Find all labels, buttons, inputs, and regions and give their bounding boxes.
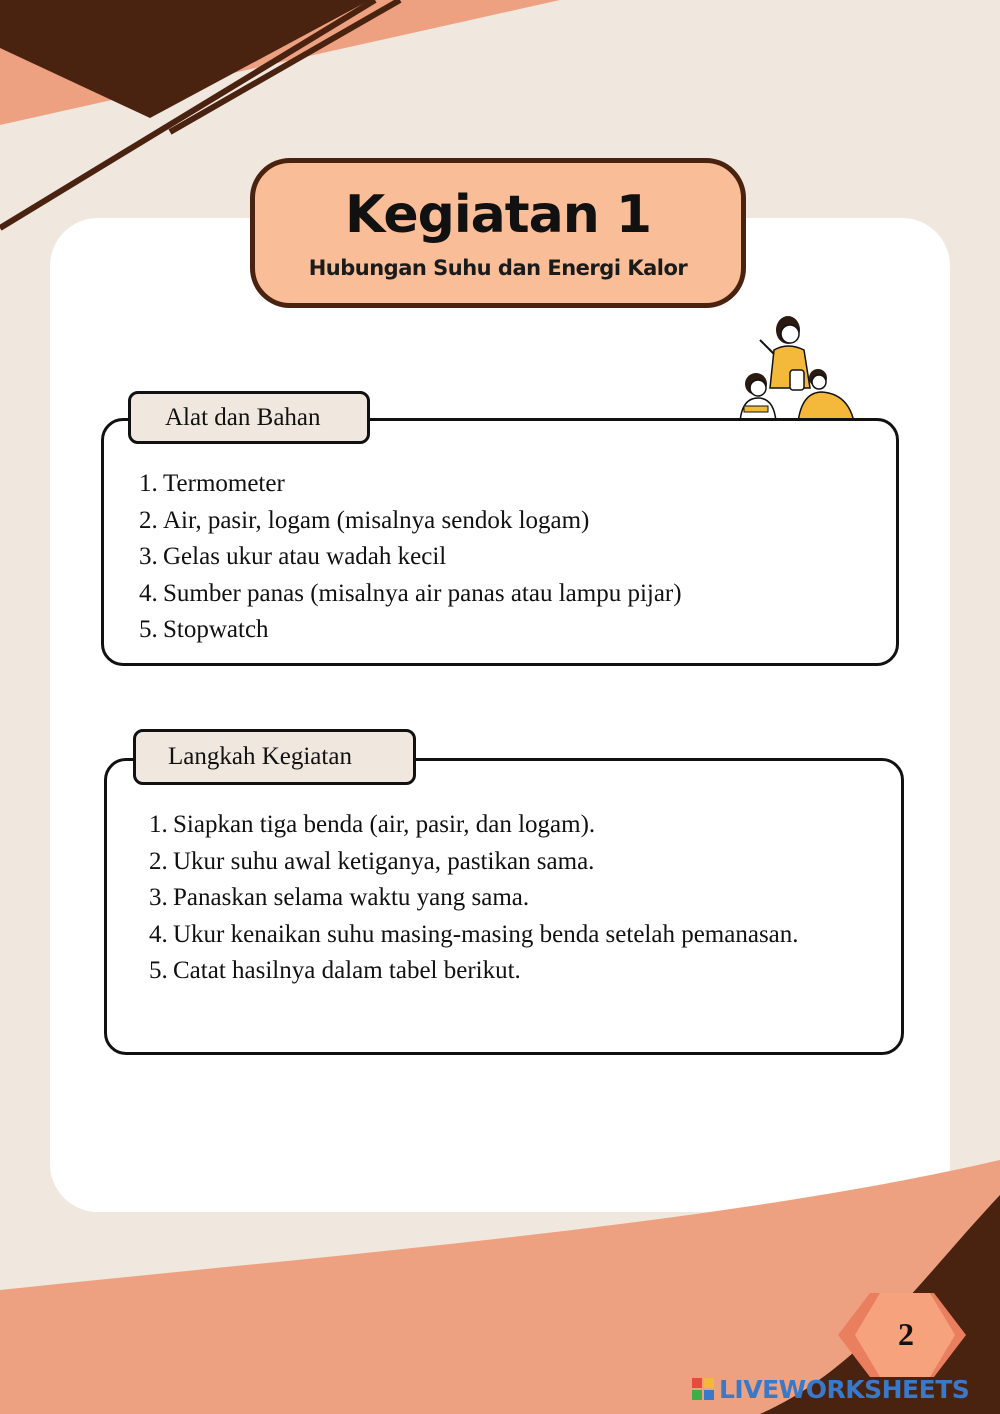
- item-number: 1.: [149, 811, 168, 838]
- list-item: [139, 466, 682, 503]
- item-text: Catat hasilnya dalam tabel berikut.: [173, 957, 521, 984]
- list-item: [149, 844, 799, 881]
- item-number: 5.: [139, 616, 158, 643]
- item-number: 4.: [149, 920, 168, 948]
- list-item: [139, 503, 682, 540]
- list-item: [149, 880, 799, 917]
- tools-materials-list: [139, 466, 682, 649]
- steps-label: Langkah Kegiatan: [133, 729, 416, 785]
- tools-materials-label: Alat dan Bahan: [128, 391, 370, 444]
- item-number: 3.: [149, 884, 168, 911]
- item-number: 2.: [139, 506, 158, 534]
- item-text: Stopwatch: [163, 616, 269, 643]
- page-title: Kegiatan 1: [344, 185, 652, 245]
- list-item: [139, 612, 682, 649]
- page-subtitle: Hubungan Suhu dan Energi Kalor: [308, 256, 688, 280]
- page-number: 2: [898, 1316, 914, 1352]
- item-number: 1.: [139, 470, 158, 497]
- item-number: 5.: [149, 957, 168, 984]
- list-item: [149, 807, 799, 844]
- item-number: 2.: [149, 847, 168, 875]
- item-text: Ukur kenaikan suhu masing-masing benda setelah pemanasan.: [173, 920, 799, 948]
- item-number: 3.: [139, 543, 158, 570]
- item-text: Air, pasir, logam (misalnya sendok logam): [163, 506, 590, 534]
- item-text: Sumber panas (misalnya air panas atau lampu pijar): [163, 579, 682, 607]
- watermark-text: LIVEWORKSHEETS: [719, 1374, 970, 1404]
- item-text: Panaskan selama waktu yang sama.: [173, 884, 530, 911]
- item-text: Siapkan tiga benda (air, pasir, dan logam).: [173, 811, 596, 838]
- liveworksheets-logo-icon: [692, 1378, 714, 1400]
- item-text: Gelas ukur atau wadah kecil: [163, 543, 447, 570]
- students-experiment-illustration-icon: [718, 310, 860, 422]
- list-item: [149, 953, 799, 990]
- item-text: Ukur suhu awal ketiganya, pastikan sama.: [173, 847, 595, 875]
- item-number: 4.: [139, 579, 158, 607]
- item-text: Termometer: [163, 470, 285, 497]
- list-item: [149, 917, 799, 954]
- liveworksheets-watermark[interactable]: [692, 1372, 969, 1406]
- title-banner: [250, 158, 746, 308]
- list-item: [139, 576, 682, 613]
- steps-list: [149, 807, 799, 990]
- list-item: [139, 539, 682, 576]
